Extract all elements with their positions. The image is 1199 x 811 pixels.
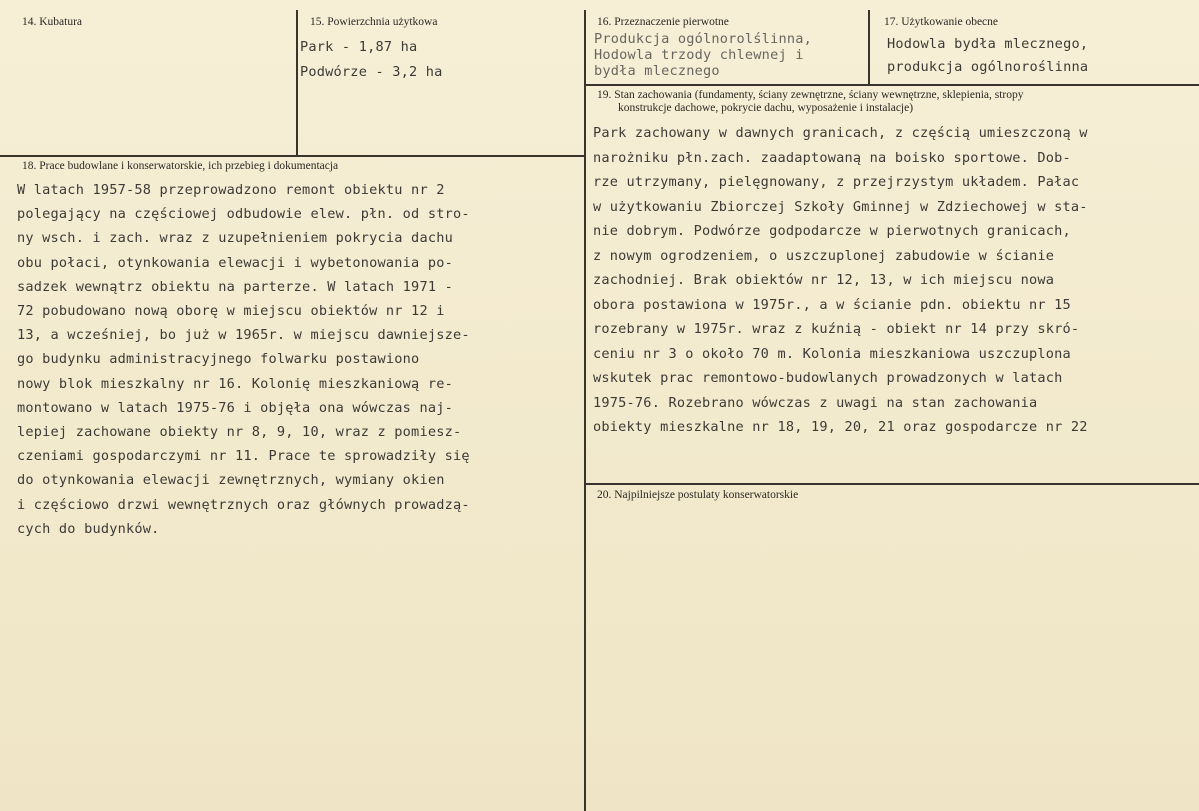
text-line: Hodowla bydła mlecznego, (887, 36, 1089, 52)
center-vertical-divider (584, 10, 586, 811)
text-line: nowy blok mieszkalny nr 16. Kolonię mieszkaniową re- (17, 375, 453, 392)
field-16-value (594, 31, 812, 79)
field-17-value (887, 33, 1088, 79)
text-line: obiekty mieszkalne nr 18, 19, 20, 21 oraz gospodarcze nr 22 (593, 419, 1088, 435)
field-16-17-divider (868, 10, 870, 84)
field-17-label: 17. Użytkowanie obecne (884, 16, 999, 28)
text-line: Hodowla trzody chlewnej i (594, 47, 804, 63)
field-20-label: 20. Najpilniejsze postulaty konserwatorskie (597, 489, 799, 501)
field-14-15-divider (296, 10, 298, 156)
top-row-divider (0, 155, 585, 157)
field-18-value (17, 178, 470, 541)
field-19-label (597, 89, 1024, 115)
text-line: Park - 1,87 ha (300, 39, 418, 55)
text-line: lepiej zachowane obiekty nr 8, 9, 10, wraz z pomiesz- (17, 424, 462, 441)
text-line: W latach 1957-58 przeprowadzono remont obiektu nr 2 (17, 182, 445, 198)
text-line: sadzek wewnątrz obiektu na parterze. W latach 1971 - (17, 278, 453, 295)
field-18-label: 18. Prace budowlane i konserwatorskie, ich przebieg i dokumentacja (22, 160, 339, 172)
text-line: 72 pobudowano nową oborę w miejscu obiektów nr 12 i (17, 303, 445, 320)
text-line: Park zachowany w dawnych granicach, z częścią umieszczoną w (593, 125, 1088, 141)
text-line: produkcja ogólnoroślinna (887, 59, 1089, 75)
field-16-label: 16. Przeznaczenie pierwotne (597, 16, 729, 28)
field-19-20-divider (585, 483, 1199, 485)
text-line: rze utrzymany, pielęgnowany, z przejrzystym układem. Pałac (593, 174, 1080, 190)
text-line: nie dobrym. Podwórze godpodarcze w pierwotnych granicach, (593, 223, 1071, 239)
text-line: bydła mlecznego (594, 63, 720, 79)
text-line: i częściowo drzwi wewnętrznych oraz głównych prowadzą- (17, 496, 470, 513)
text-line: obu połaci, otynkowania elewacji i wybetonowania po- (17, 254, 453, 271)
text-line: montowano w latach 1975-76 i objęła ona wówczas naj- (17, 399, 453, 416)
field-19-value (593, 121, 1088, 440)
field-19-label-line2: konstrukcje dachowe, pokrycie dachu, wyposażenie i instalacje) (618, 102, 914, 114)
text-line: w użytkowaniu Zbiorczej Szkoły Gminnej w Zdziechowej w sta- (593, 198, 1088, 215)
text-line: ceniu nr 3 o około 70 m. Kolonia mieszkaniowa uszczuplona (593, 345, 1071, 362)
text-line: czeniami gospodarczymi nr 11. Prace te sprowadziły się (17, 448, 470, 465)
field-15-value (300, 35, 443, 85)
text-line: narożniku płn.zach. zaadaptowaną na boisko sportowe. Dob- (593, 149, 1071, 166)
text-line: 13, a wcześniej, bo już w 1965r. w miejscu dawniejsze- (17, 327, 470, 344)
text-line: cych do budynków. (17, 520, 160, 537)
text-line: zachodniej. Brak obiektów nr 12, 13, w ich miejscu nowa (593, 272, 1055, 288)
field-14-label: 14. Kubatura (22, 16, 83, 28)
text-line: z nowym ogrodzeniem, o uszczuplonej zabudowie w ścianie (593, 247, 1055, 264)
text-line: polegający na częściowej odbudowie elew. płn. od stro- (17, 206, 470, 223)
field-15-label: 15. Powierzchnia użytkowa (310, 16, 438, 28)
text-line: ny wsch. i zach. wraz z uzupełnieniem pokrycia dachu (17, 230, 453, 247)
field-16-bottom-line (585, 84, 1199, 86)
text-line: Podwórze - 3,2 ha (300, 64, 443, 80)
text-line: 1975-76. Rozebrano wówczas z uwagi na stan zachowania (593, 394, 1038, 411)
field-19-label-line1: 19. Stan zachowania (fundamenty, ściany zewnętrzne, ściany wewnętrzne, sklepienia, stropy (597, 89, 1024, 101)
text-line: go budynku administracyjnego folwarku postawiono (17, 351, 420, 368)
text-line: wskutek prac remontowo-budowlanych prowadzonych w latach (593, 370, 1063, 386)
text-line: Produkcja ogólnorolślinna, (594, 31, 812, 47)
text-line: do otynkowania elewacji zewnętrznych, wymiany okien (17, 472, 445, 489)
text-line: rozebrany w 1975r. wraz z kuźnią - obiekt nr 14 przy skró- (593, 321, 1080, 337)
text-line: obora postawiona w 1975r., a w ścianie pdn. obiektu nr 15 (593, 296, 1071, 313)
